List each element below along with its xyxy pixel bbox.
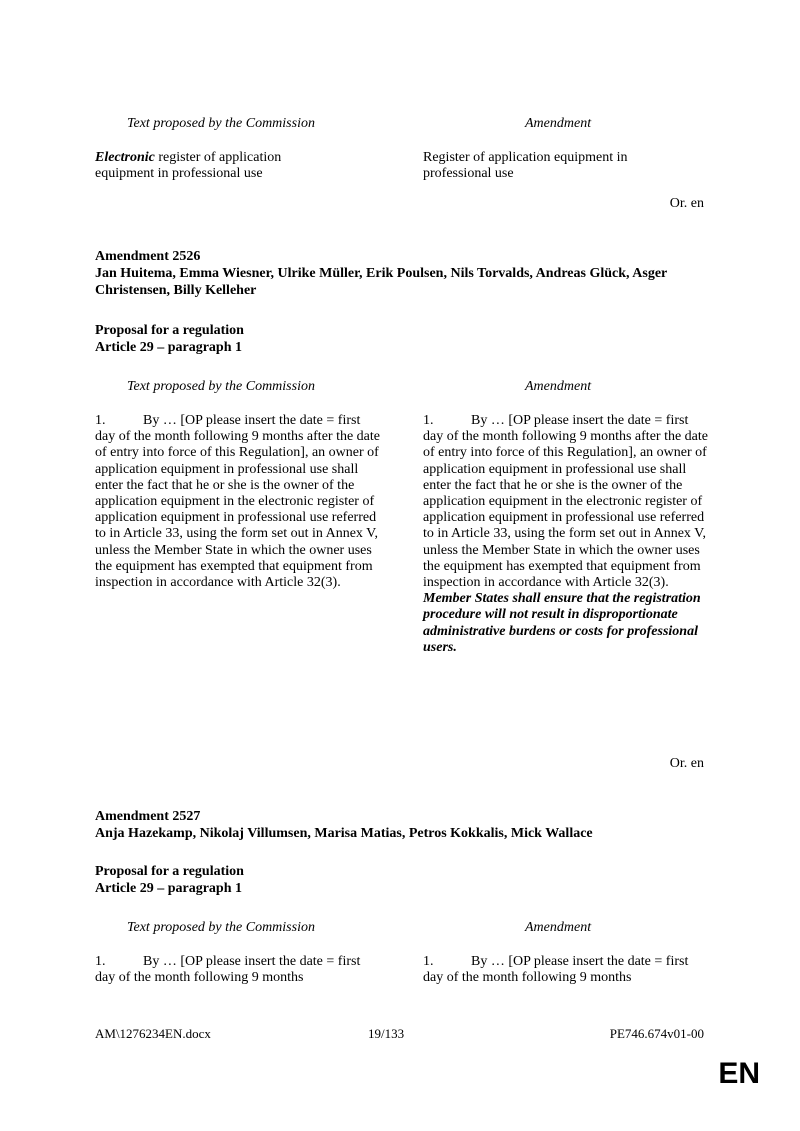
deleted-emphasis: Electronic [95,150,155,165]
original-language: Or. en [669,196,704,211]
article-label: Article 29 – paragraph 1 [95,340,242,355]
amendment-text [423,150,668,182]
amendment-2526-reference [95,322,244,356]
amendment-text-body: Register of application equipment in professional use [423,150,628,182]
added-text: Member States shall ensure that the registration procedure will not result in disproportionate administrative burdens or costs for professional users. [423,591,701,655]
amendment-text [423,954,711,986]
column-header-commission: Text proposed by the Commission [127,116,315,131]
commission-text [95,413,380,591]
amendment-2527-reference [95,863,244,897]
amendment-authors: Anja Hazekamp, Nikolaj Villumsen, Marisa Matias, Petros Kokkalis, Mick Wallace [95,826,593,841]
amendment-text-body: By … [OP please insert the date = first day of the month following 9 months after the date of entry into force of this Regulation], an owner of application equipment in professional use shall enter the fact that he or she is the owner of the application equipment in the electronic register of application equipment in professional use referred to in Article 33, using the form set out in Annex V, unless the Member State in which the owner uses the equipment has exempted that equipment from inspection in accordance with Article 32(3). [423,413,708,591]
amendment-authors: Jan Huitema, Emma Wiesner, Ulrike Müller, Erik Poulsen, Nils Torvalds, Andreas Glück, Asger Christensen, Billy Kelleher [95,266,667,298]
language-badge: EN [718,1057,760,1090]
amendment-title: Amendment 2527 [95,809,201,824]
proposal-label: Proposal for a regulation [95,864,244,879]
column-header-amendment: Amendment [525,920,592,935]
footer-doc-reference: AM\1276234EN.docx [95,1026,211,1041]
commission-text-rest: register of application equipment in professional use [95,150,282,182]
commission-text-body: By … [OP please insert the date = first day of the month following 9 months [95,954,361,986]
proposal-label: Proposal for a regulation [95,323,244,338]
amendment-text [423,413,711,656]
column-header-amendment: Amendment [525,116,592,131]
column-header-commission: Text proposed by the Commission [127,920,315,935]
footer-page-number: 19/133 [368,1026,405,1041]
column-header-amendment: Amendment [525,379,592,394]
amendment-text-body: By … [OP please insert the date = first day of the month following 9 months [423,954,689,986]
paragraph-number: 1. [423,954,434,969]
original-language: Or. en [669,756,704,771]
column-header-commission: Text proposed by the Commission [127,379,315,394]
commission-text [95,954,380,986]
article-label: Article 29 – paragraph 1 [95,881,242,896]
amendment-2526-header [95,248,705,299]
footer-pe-reference: PE746.674v01-00 [609,1026,704,1041]
paragraph-number: 1. [423,413,434,428]
commission-text-body: By … [OP please insert the date = first day of the month following 9 months after the date of entry into force of this Regulation], an owner of application equipment in professional use shall enter the fact that he or she is the owner of the application equipment in the electronic register of application equipment in professional use referred to in Article 33, using the form set out in Annex V, unless the Member State in which the owner uses the equipment has exempted that equipment from inspection in accordance with Article 32(3). [95,413,380,591]
paragraph-number: 1. [95,413,106,428]
amendment-title: Amendment 2526 [95,249,201,264]
paragraph-number: 1. [95,954,106,969]
amendment-2527-header [95,808,705,842]
commission-text [95,150,335,182]
